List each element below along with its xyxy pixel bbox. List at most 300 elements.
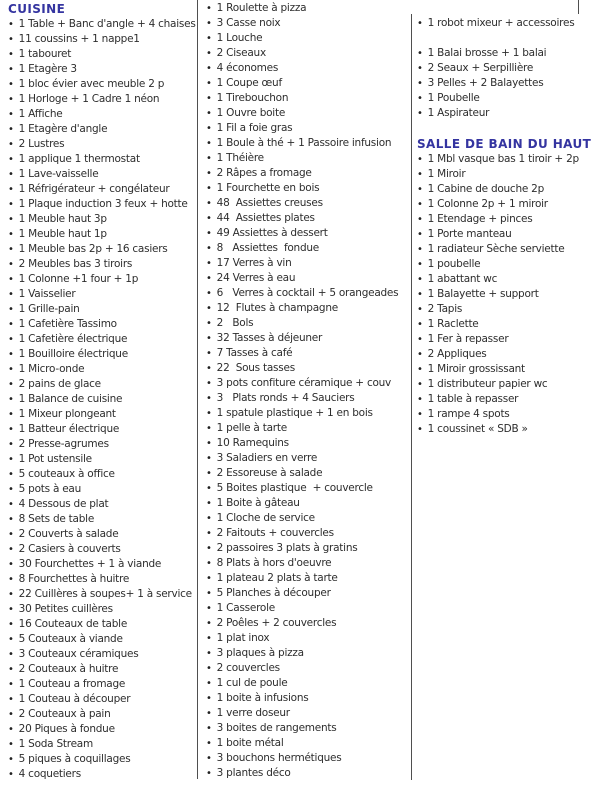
list-item	[206, 286, 409, 301]
bullet-icon: •	[8, 664, 14, 675]
bullet-icon: •	[206, 63, 212, 74]
list-item-text: 2 Bols	[216, 317, 254, 329]
list-item-text: 30 Petites cuillères	[18, 603, 113, 615]
list-item	[8, 242, 196, 257]
table-border-fragment	[578, 0, 579, 14]
list-item-text: 2 Ciseaux	[216, 47, 266, 59]
list-item	[206, 736, 409, 751]
list-item-text: 1 Plaque induction 3 feux + hotte	[18, 198, 188, 210]
list-item	[206, 31, 409, 46]
list-item	[8, 227, 196, 242]
bullet-icon: •	[417, 334, 423, 345]
list-item-text: 1 Meuble bas 2p + 16 casiers	[18, 243, 168, 255]
bullet-icon: •	[8, 559, 14, 570]
list-item	[8, 107, 196, 122]
list-item-text: 16 Couteaux de table	[18, 618, 128, 630]
bullet-icon: •	[206, 228, 212, 239]
bullet-icon: •	[8, 139, 14, 150]
list-item	[206, 346, 409, 361]
list-item	[206, 496, 409, 511]
bullet-icon: •	[206, 333, 212, 344]
list-item	[8, 347, 196, 362]
list-item-text: 1 bloc évier avec meuble 2 p	[18, 78, 165, 90]
list-item	[417, 242, 599, 257]
list-item	[417, 317, 599, 332]
list-item	[206, 361, 409, 376]
list-item	[206, 166, 409, 181]
list-item	[8, 692, 196, 707]
bullet-icon: •	[8, 79, 14, 90]
list-item	[417, 332, 599, 347]
list-item	[8, 77, 196, 92]
list-item	[206, 226, 409, 241]
list-item-text: 1 Vaisselier	[18, 288, 76, 300]
list-item	[417, 362, 599, 377]
bullet-icon: •	[206, 513, 212, 524]
bullet-icon: •	[8, 694, 14, 705]
bullet-icon: •	[206, 768, 212, 779]
list-item	[8, 512, 196, 527]
bullet-icon: •	[8, 604, 14, 615]
list-item-text: 1 Micro-onde	[18, 363, 85, 375]
list-item	[417, 422, 599, 437]
list-item-text: 1 Louche	[216, 32, 263, 44]
list-item	[417, 16, 599, 31]
list-item-text: 2 Couteaux à huitre	[18, 663, 119, 675]
list-item	[417, 212, 599, 227]
list-item	[8, 152, 196, 167]
list-item	[8, 92, 196, 107]
bullet-icon: •	[417, 409, 423, 420]
bullet-icon: •	[206, 378, 212, 389]
list-item-text: 11 coussins + 1 nappe1	[18, 33, 140, 45]
bullet-icon: •	[8, 394, 14, 405]
bullet-icon: •	[417, 259, 423, 270]
list-item	[206, 571, 409, 586]
list-item	[8, 392, 196, 407]
bullet-icon: •	[8, 349, 14, 360]
list-item	[206, 511, 409, 526]
list-item	[8, 482, 196, 497]
list-item-text: 1 plateau 2 plats à tarte	[216, 572, 338, 584]
bullet-icon: •	[417, 93, 423, 104]
list-item-text: 3 Saladiers en verre	[216, 452, 318, 464]
bullet-icon: •	[8, 679, 14, 690]
bullet-icon: •	[417, 63, 423, 74]
list-item	[206, 181, 409, 196]
list-item	[206, 61, 409, 76]
list-item	[8, 17, 196, 32]
list-item	[8, 617, 196, 632]
bullet-icon: •	[206, 633, 212, 644]
list-item	[8, 737, 196, 752]
list-item-text: 1 Aspirateur	[427, 107, 490, 119]
list-item	[417, 46, 599, 61]
list-item-text: 1 Lave-vaisselle	[18, 168, 99, 180]
bullet-icon: •	[417, 18, 423, 29]
list-item	[8, 722, 196, 737]
list-item-text: 1 Théière	[216, 152, 264, 164]
bullet-icon: •	[206, 723, 212, 734]
bullet-icon: •	[206, 93, 212, 104]
list-item-text: 1 Table + Banc d'angle + 4 chaises	[18, 18, 196, 30]
list-item-text: 1 Fer à repasser	[427, 333, 509, 345]
list-item	[206, 556, 409, 571]
bullet-icon: •	[206, 393, 212, 404]
list-item	[417, 272, 599, 287]
bullet-icon: •	[417, 274, 423, 285]
list-item	[206, 316, 409, 331]
list-item	[206, 436, 409, 451]
bullet-icon: •	[417, 199, 423, 210]
list-item-text: 12 Flutes à champagne	[216, 302, 338, 314]
list-item-text: 1 Cloche de service	[216, 512, 315, 524]
list-item-text: 5 Couteaux à viande	[18, 633, 123, 645]
bullet-icon: •	[8, 739, 14, 750]
list-item	[206, 121, 409, 136]
list-item-text: 5 pots à eau	[18, 483, 82, 495]
column-divider	[197, 0, 198, 779]
bullet-icon: •	[8, 64, 14, 75]
bullet-icon: •	[417, 319, 423, 330]
bullet-icon: •	[206, 693, 212, 704]
list-item-text: 2 Casiers à couverts	[18, 543, 121, 555]
list-item	[206, 406, 409, 421]
bullet-icon: •	[8, 589, 14, 600]
list-item-text: 3 plantes déco	[216, 767, 291, 779]
list-item-text: 2 Faitouts + couvercles	[216, 527, 334, 539]
list-item	[8, 62, 196, 77]
list-item-text: 1 boite métal	[216, 737, 284, 749]
list-item	[8, 422, 196, 437]
blank-line	[417, 121, 599, 136]
list-item	[206, 331, 409, 346]
bullet-icon: •	[8, 769, 14, 780]
list-item-text: 2 Presse-agrumes	[18, 438, 109, 450]
list-item-text: 1 Soda Stream	[18, 738, 93, 750]
bullet-icon: •	[206, 453, 212, 464]
list-item-text: 4 économes	[216, 62, 279, 74]
list-item-text: 2 pains de glace	[18, 378, 101, 390]
list-item	[8, 197, 196, 212]
list-item	[8, 257, 196, 272]
list-item	[206, 391, 409, 406]
list-item-text: 1 Cafetière électrique	[18, 333, 128, 345]
list-item	[8, 32, 196, 47]
list-item-text: 2 Appliques	[427, 348, 487, 360]
bullet-icon: •	[8, 709, 14, 720]
list-item-text: 1 cul de poule	[216, 677, 288, 689]
list-item-text: 2 Tapis	[427, 303, 463, 315]
list-item-text: 3 Casse noix	[216, 17, 281, 29]
bullet-icon: •	[206, 603, 212, 614]
list-item-text: 22 Sous tasses	[216, 362, 295, 374]
list-item	[8, 287, 196, 302]
list-item-text: 1 table à repasser	[427, 393, 519, 405]
list-item	[206, 211, 409, 226]
list-item-text: 3 Pelles + 2 Balayettes	[427, 77, 544, 89]
list-item	[8, 542, 196, 557]
bullet-icon: •	[8, 439, 14, 450]
section-heading: CUISINE	[8, 2, 66, 16]
list-item-text: 1 Meuble haut 3p	[18, 213, 107, 225]
list-item-text: 1 Batteur électrique	[18, 423, 120, 435]
list-item-text: 1 Etagère d'angle	[18, 123, 108, 135]
list-item	[8, 122, 196, 137]
bullet-icon: •	[8, 649, 14, 660]
list-item-text: 6 Verres à cocktail + 5 orangeades	[216, 287, 399, 299]
bullet-icon: •	[206, 543, 212, 554]
list-item-text: 5 couteaux à office	[18, 468, 115, 480]
list-item	[8, 752, 196, 767]
bullet-icon: •	[8, 184, 14, 195]
list-item-text: 10 Ramequins	[216, 437, 289, 449]
bullet-icon: •	[417, 289, 423, 300]
list-item	[417, 106, 599, 121]
bullet-icon: •	[206, 588, 212, 599]
bullet-icon: •	[417, 48, 423, 59]
list-item-text: 1 abattant wc	[427, 273, 498, 285]
list-item-text: 1 Miroir grossissant	[427, 363, 525, 375]
bullet-icon: •	[417, 154, 423, 165]
bullet-icon: •	[8, 514, 14, 525]
list-item	[206, 601, 409, 616]
list-item-text: 1 Tirebouchon	[216, 92, 289, 104]
list-item	[417, 227, 599, 242]
bullet-icon: •	[417, 424, 423, 435]
column-divider	[411, 14, 412, 780]
list-item-text: 1 Balance de cuisine	[18, 393, 123, 405]
list-item-text: 1 Colonne 2p + 1 miroir	[427, 198, 548, 210]
bullet-icon: •	[417, 108, 423, 119]
list-item-text: 1 Meuble haut 1p	[18, 228, 107, 240]
list-item	[206, 421, 409, 436]
list-item-text: 1 Ouvre boite	[216, 107, 286, 119]
bullet-icon: •	[206, 138, 212, 149]
list-item	[206, 481, 409, 496]
list-item	[206, 721, 409, 736]
list-item-text: 1 Balayette + support	[427, 288, 539, 300]
blank-line	[417, 31, 599, 46]
list-item-text: 2 Couverts à salade	[18, 528, 119, 540]
list-item-text: 1 Coupe œuf	[216, 77, 282, 89]
bullet-icon: •	[8, 109, 14, 120]
list-item-text: 17 Verres à vin	[216, 257, 292, 269]
list-item	[8, 377, 196, 392]
bullet-icon: •	[206, 738, 212, 749]
list-item-text: 8 Sets de table	[18, 513, 95, 525]
bullet-icon: •	[8, 319, 14, 330]
bullet-icon: •	[8, 544, 14, 555]
bullet-icon: •	[8, 574, 14, 585]
bullet-icon: •	[206, 108, 212, 119]
bullet-icon: •	[206, 48, 212, 59]
list-item	[206, 631, 409, 646]
list-item	[8, 407, 196, 422]
bullet-icon: •	[8, 49, 14, 60]
list-item-text: 1 Balai brosse + 1 balai	[427, 47, 547, 59]
bullet-icon: •	[206, 498, 212, 509]
list-item	[206, 1, 409, 16]
list-item	[8, 452, 196, 467]
list-item	[206, 76, 409, 91]
bullet-icon: •	[8, 169, 14, 180]
list-item	[8, 272, 196, 287]
list-item	[8, 212, 196, 227]
list-item-text: 3 Couteaux céramiques	[18, 648, 139, 660]
bullet-icon: •	[206, 33, 212, 44]
list-item-text: 1 Affiche	[18, 108, 63, 120]
list-item-text: 1 plat inox	[216, 632, 270, 644]
list-item-text: 2 Râpes a fromage	[216, 167, 312, 179]
list-item	[8, 497, 196, 512]
bullet-icon: •	[206, 348, 212, 359]
list-item	[417, 377, 599, 392]
list-item	[417, 287, 599, 302]
list-item	[206, 616, 409, 631]
list-item-text: 1 Fourchette en bois	[216, 182, 320, 194]
list-item-text: 3 bouchons hermétiques	[216, 752, 342, 764]
list-item-text: 2 Essoreuse à salade	[216, 467, 323, 479]
list-item-text: 1 coussinet « SDB »	[427, 423, 528, 435]
list-item	[8, 302, 196, 317]
list-item-text: 1 radiateur Sèche serviette	[427, 243, 565, 255]
bullet-icon: •	[8, 634, 14, 645]
list-item	[8, 182, 196, 197]
bullet-icon: •	[8, 274, 14, 285]
list-item-text: 1 Cafetière Tassimo	[18, 318, 117, 330]
bullet-icon: •	[206, 483, 212, 494]
bullet-icon: •	[417, 229, 423, 240]
list-item	[206, 271, 409, 286]
list-item	[417, 302, 599, 317]
list-item-text: 1 Poubelle	[427, 92, 480, 104]
list-item-text: 1 Etagère 3	[18, 63, 77, 75]
bullet-icon: •	[8, 289, 14, 300]
list-item	[8, 572, 196, 587]
list-item	[206, 751, 409, 766]
list-item	[206, 91, 409, 106]
list-item-text: 1 Couteau a fromage	[18, 678, 126, 690]
list-item-text: 1 boite à infusions	[216, 692, 309, 704]
list-item	[8, 527, 196, 542]
bullet-icon: •	[8, 334, 14, 345]
list-item	[8, 557, 196, 572]
bullet-icon: •	[8, 244, 14, 255]
list-item	[417, 392, 599, 407]
list-item-text: 1 pelle à tarte	[216, 422, 287, 434]
list-item	[8, 362, 196, 377]
bullet-icon: •	[8, 94, 14, 105]
bullet-icon: •	[417, 304, 423, 315]
list-item-text: 1 Cabine de douche 2p	[427, 183, 545, 195]
list-item	[8, 647, 196, 662]
list-item	[206, 541, 409, 556]
list-item	[206, 766, 409, 781]
bullet-icon: •	[8, 724, 14, 735]
bullet-icon: •	[8, 199, 14, 210]
list-item	[206, 241, 409, 256]
bullet-icon: •	[417, 184, 423, 195]
list-item-text: 44 Assiettes plates	[216, 212, 315, 224]
list-item	[417, 257, 599, 272]
list-item	[8, 767, 196, 782]
list-item	[206, 106, 409, 121]
list-item-text: 3 boites de rangements	[216, 722, 337, 734]
bullet-icon: •	[8, 124, 14, 135]
list-item	[206, 691, 409, 706]
section-heading: SALLE DE BAIN DU HAUT	[417, 137, 592, 151]
list-item-text: 1 tabouret	[18, 48, 72, 60]
bullet-icon: •	[206, 423, 212, 434]
list-item	[417, 152, 599, 167]
list-item	[8, 137, 196, 152]
column-cuisine	[8, 1, 196, 782]
bullet-icon: •	[8, 214, 14, 225]
list-item-text: 1 Réfrigérateur + congélateur	[18, 183, 170, 195]
list-item	[206, 196, 409, 211]
list-item	[417, 407, 599, 422]
bullet-icon: •	[206, 258, 212, 269]
bullet-icon: •	[8, 154, 14, 165]
list-item-text: 1 Fil a foie gras	[216, 122, 293, 134]
bullet-icon: •	[206, 618, 212, 629]
bullet-icon: •	[8, 304, 14, 315]
bullet-icon: •	[8, 379, 14, 390]
list-item	[206, 586, 409, 601]
list-item-text: 1 robot mixeur + accessoires	[427, 17, 575, 29]
list-item-text: 22 Cuillères à soupes+ 1 à service	[18, 588, 192, 600]
list-item	[8, 662, 196, 677]
bullet-icon: •	[8, 619, 14, 630]
bullet-icon: •	[206, 123, 212, 134]
column-salle-de-bain	[417, 16, 599, 437]
list-item	[417, 76, 599, 91]
list-item-text: 1 Boule à thé + 1 Passoire infusion	[216, 137, 392, 149]
list-item-text: 3 Plats ronds + 4 Sauciers	[216, 392, 355, 404]
list-item	[8, 332, 196, 347]
bullet-icon: •	[206, 168, 212, 179]
bullet-icon: •	[206, 363, 212, 374]
list-item-text: 1 Casserole	[216, 602, 275, 614]
list-item-text: 1 Miroir	[427, 168, 466, 180]
bullet-icon: •	[8, 424, 14, 435]
list-item-text: 20 Piques à fondue	[18, 723, 115, 735]
list-item	[8, 632, 196, 647]
list-item-text: 1 Mixeur plongeant	[18, 408, 116, 420]
list-item	[8, 467, 196, 482]
list-item-text: 1 Pot ustensile	[18, 453, 92, 465]
bullet-icon: •	[8, 454, 14, 465]
bullet-icon: •	[417, 349, 423, 360]
list-item-text: 1 Porte manteau	[427, 228, 512, 240]
bullet-icon: •	[206, 243, 212, 254]
bullet-icon: •	[8, 469, 14, 480]
bullet-icon: •	[8, 499, 14, 510]
bullet-icon: •	[206, 528, 212, 539]
bullet-icon: •	[206, 678, 212, 689]
bullet-icon: •	[8, 484, 14, 495]
bullet-icon: •	[8, 529, 14, 540]
bullet-icon: •	[417, 214, 423, 225]
bullet-icon: •	[206, 573, 212, 584]
list-item-text: 1 applique 1 thermostat	[18, 153, 140, 165]
list-item-text: 1 spatule plastique + 1 en bois	[216, 407, 373, 419]
list-item	[8, 677, 196, 692]
bullet-icon: •	[206, 183, 212, 194]
list-item-text: 30 Fourchettes + 1 à viande	[18, 558, 162, 570]
bullet-icon: •	[206, 3, 212, 14]
